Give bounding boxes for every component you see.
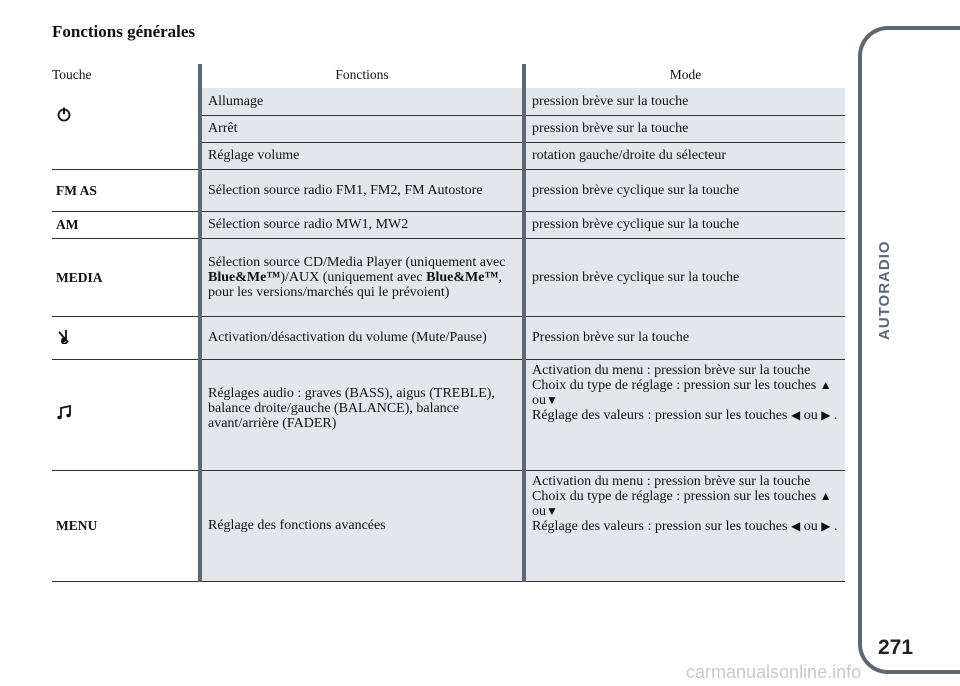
power-icon xyxy=(56,106,72,122)
function-cell: Sélection source radio MW1, MW2 xyxy=(200,211,524,238)
table-row xyxy=(52,211,845,238)
table-row xyxy=(52,88,845,115)
period-text: . xyxy=(833,407,838,423)
arrow-up-icon: ▲ xyxy=(819,377,832,392)
table-row xyxy=(52,238,845,316)
key-cell: MEDIA xyxy=(52,238,200,316)
section-title: Fonctions générales xyxy=(52,22,196,41)
table-header-row xyxy=(52,64,845,88)
mode-line: Choix du type de réglage : pression sur les touches xyxy=(532,377,817,393)
key-cell xyxy=(52,88,200,142)
mode-line: Activation du menu : pression brève sur la touche xyxy=(532,362,811,378)
chapter-tab-label: AUTORADIO xyxy=(876,240,893,340)
or-text: ou xyxy=(803,407,818,423)
mode-cell: Pression brève sur la touche xyxy=(524,316,845,359)
table-row xyxy=(52,470,845,581)
key-cell: MENU xyxy=(52,470,200,581)
arrow-right-icon: ▶ xyxy=(821,407,831,422)
function-text: , pour les versions/marchés qui le prévoient) xyxy=(208,269,502,300)
mode-cell: rotation gauche/droite du sélecteur xyxy=(524,142,845,169)
or-text: ou xyxy=(532,392,546,408)
mode-line: Réglage des valeurs : pression sur les touches xyxy=(532,518,788,534)
function-cell xyxy=(200,238,524,316)
key-cell xyxy=(52,142,200,169)
function-text: )/AUX (uniquement avec xyxy=(280,269,427,285)
key-cell: FM AS xyxy=(52,169,200,211)
arrow-right-icon: ▶ xyxy=(821,518,831,533)
brand-name: Blue&Me™ xyxy=(426,269,499,285)
function-text: Sélection source CD/Media Player (uniquement avec xyxy=(208,254,506,270)
arrow-left-icon: ◀ xyxy=(790,407,801,422)
watermark: carmanualsonline.info xyxy=(686,662,862,682)
function-cell: Réglages audio : graves (BASS), aigus (TREBLE), balance droite/gauche (BALANCE), balance avant/arrière (FADER) xyxy=(200,359,524,470)
or-text: ou xyxy=(803,518,818,534)
mode-line: Choix du type de réglage : pression sur les touches xyxy=(532,488,817,504)
table-row xyxy=(52,169,845,211)
key-cell xyxy=(52,359,200,470)
function-cell: Arrêt xyxy=(200,115,524,142)
table-row xyxy=(52,142,845,169)
arrow-up-icon: ▲ xyxy=(819,488,832,503)
mode-line: Activation du menu : pression brève sur la touche xyxy=(532,473,811,489)
mode-line: Réglage des valeurs : pression sur les touches xyxy=(532,407,788,423)
function-cell: Allumage xyxy=(200,88,524,115)
table-row xyxy=(52,316,845,359)
functions-table xyxy=(52,64,845,582)
or-text: ou xyxy=(532,503,546,519)
arrow-down-icon: ▼ xyxy=(546,392,558,407)
function-cell: Sélection source radio FM1, FM2, FM Autostore xyxy=(200,169,524,211)
arrow-left-icon: ◀ xyxy=(790,518,801,533)
mode-cell xyxy=(524,470,845,581)
arrow-down-icon: ▼ xyxy=(546,503,558,518)
mode-cell: pression brève sur la touche xyxy=(524,115,845,142)
function-cell: Réglage volume xyxy=(200,142,524,169)
period-text: . xyxy=(833,518,838,534)
header-key: Touche xyxy=(52,64,200,88)
chapter-tab xyxy=(858,26,960,674)
mode-cell: pression brève sur la touche xyxy=(524,88,845,115)
mute-icon xyxy=(56,328,72,344)
table-row xyxy=(52,359,845,470)
key-cell xyxy=(52,316,200,359)
mode-cell: pression brève cyclique sur la touche xyxy=(524,211,845,238)
function-cell: Réglage des fonctions avancées xyxy=(200,470,524,581)
mode-cell xyxy=(524,359,845,470)
header-function: Fonctions xyxy=(200,64,524,88)
brand-name: Blue&Me™ xyxy=(208,269,281,285)
key-cell: AM xyxy=(52,211,200,238)
mode-cell: pression brève cyclique sur la touche xyxy=(524,169,845,211)
header-mode: Mode xyxy=(669,67,702,82)
function-cell: Activation/désactivation du volume (Mute/Pause) xyxy=(200,316,524,359)
page-number: 271 xyxy=(878,636,914,659)
mode-cell: pression brève cyclique sur la touche xyxy=(524,238,845,316)
music-note-icon xyxy=(56,405,72,421)
